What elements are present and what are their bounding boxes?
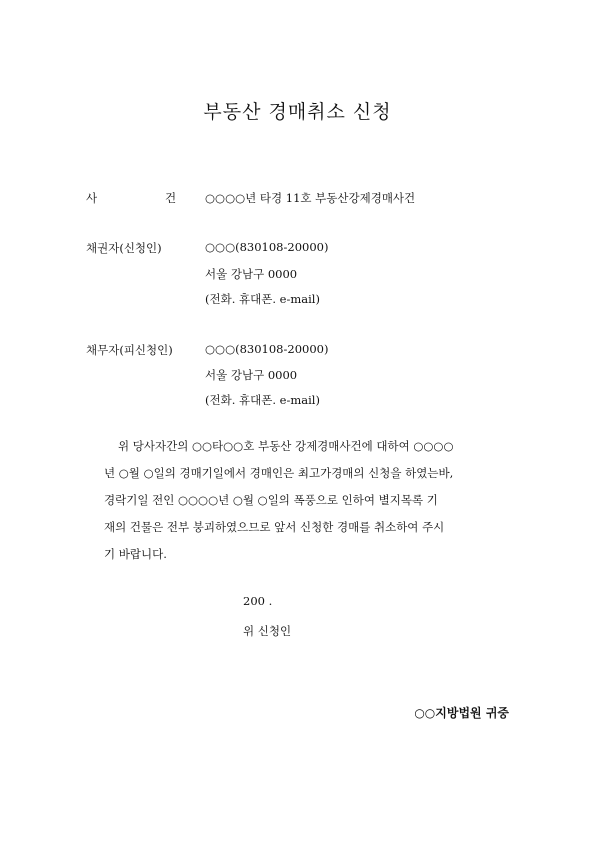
case-value: ○○○○년 타경 11호 부동산강제경매사건 bbox=[205, 191, 416, 205]
creditor-address: 서울 강남구 0000 bbox=[205, 267, 298, 281]
applicant-signature-line: 위 신청인 bbox=[243, 624, 292, 638]
body-line-1: 위 당사자간의 ○○타○○호 부동산 강제경매사건에 대하여 ○○○○ bbox=[118, 439, 454, 453]
body-line-2: 년 ○월 ○일의 경매기일에서 경매인은 최고가경매의 신청을 하였는바, bbox=[104, 466, 454, 480]
document-date: 200 . bbox=[243, 594, 273, 608]
creditor-label: 채권자(신청인) bbox=[86, 241, 162, 255]
document-title: 부동산 경매취소 신청 bbox=[203, 101, 392, 123]
body-line-3: 경락기일 전인 ○○○○년 ○월 ○일의 폭풍으로 인하여 별지목록 기 bbox=[104, 493, 438, 507]
court-addressee: ○○지방법원 귀중 bbox=[414, 706, 509, 720]
case-label-first-char: 사 bbox=[86, 191, 98, 205]
debtor-address: 서울 강남구 0000 bbox=[205, 368, 298, 382]
body-line-5: 기 바랍니다. bbox=[104, 547, 167, 561]
debtor-name: ○○○(830108-20000) bbox=[205, 342, 329, 356]
request-body bbox=[86, 433, 516, 568]
debtor-label: 채무자(피신청인) bbox=[86, 343, 173, 357]
body-line-4: 재의 건물은 전부 붕괴하였으므로 앞서 신청한 경매를 취소하여 주시 bbox=[104, 520, 445, 534]
creditor-contact: (전화. 휴대폰. e-mail) bbox=[205, 292, 320, 306]
case-label-second-char: 건 bbox=[165, 191, 177, 205]
creditor-name: ○○○(830108-20000) bbox=[205, 240, 329, 254]
debtor-contact: (전화. 휴대폰. e-mail) bbox=[205, 393, 320, 407]
